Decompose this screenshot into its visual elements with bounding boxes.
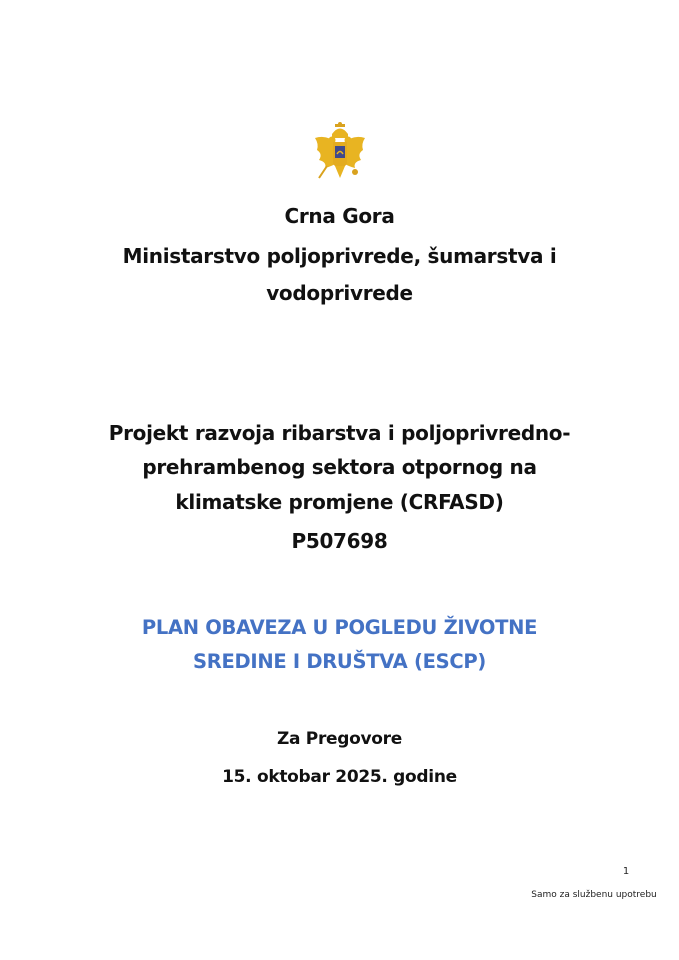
project-title-line-1: Projekt razvoja ribarstva i poljoprivredno- [108,421,571,445]
project-id: P507698 [291,529,388,553]
page-number: 1 [622,866,630,877]
ministry-name-line-2: vodoprivrede [266,281,413,305]
footer-classification: Samo za službenu upotrebu [531,890,657,900]
document-date: 15. oktobar 2025. godine [222,767,457,787]
plan-title-line-2: SREDINE I DRUŠTVA (ESCP) [193,650,486,673]
project-title-line-2: prehrambenog sektora otpornog na [142,455,537,479]
plan-title-line-1: PLAN OBAVEZA U POGLEDU ŽIVOTNE [141,616,538,639]
country-name: Crna Gora [284,204,395,228]
document-status: Za Pregovore [276,729,402,749]
ministry-name-line-1: Ministarstvo poljoprivrede, šumarstva i [122,244,557,268]
project-title-line-3: klimatske promjene (CRFASD) [175,490,504,514]
coat-of-arms-icon [305,120,375,190]
